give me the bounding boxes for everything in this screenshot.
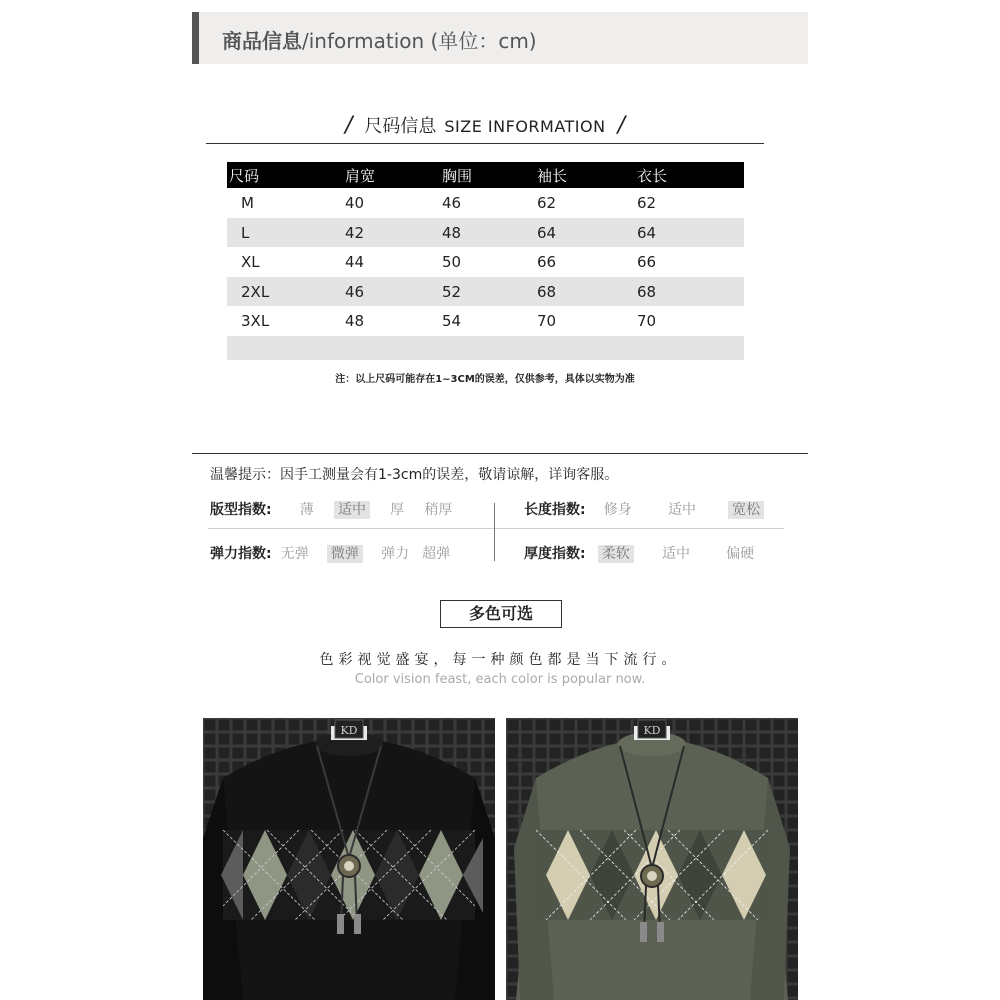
fit-option: 稍厚: [424, 502, 453, 518]
fit-index: [210, 499, 456, 519]
heading-divider: [206, 143, 764, 144]
table-row: [227, 306, 744, 336]
banner-accent-bar: [192, 12, 199, 64]
product-photo-olive: [506, 718, 798, 1000]
table-row-empty: [227, 336, 744, 360]
table-cell: 64: [537, 223, 557, 242]
column-header: 尺码: [229, 167, 260, 185]
thickness-index-label: 厚度指数:: [524, 546, 586, 562]
table-cell: 46: [345, 282, 365, 301]
product-photo-black: [203, 718, 495, 1000]
elastic-option: 超弹: [422, 546, 451, 562]
column-header: 衣长: [637, 167, 668, 185]
elastic-option: 无弹: [280, 546, 309, 562]
thickness-option: 适中: [661, 546, 690, 562]
length-option-selected: 宽松: [728, 501, 764, 519]
table-cell: 42: [345, 223, 365, 242]
table-cell: XL: [241, 253, 260, 271]
length-option: 修身: [603, 502, 632, 518]
size-note: 注：以上尺码可能存在1~3CM的误差，仅供参考，具体以实物为准: [335, 374, 635, 385]
table-cell: 40: [345, 194, 365, 212]
elastic-index-label: 弹力指数:: [210, 546, 272, 562]
length-option: 适中: [667, 502, 696, 518]
table-cell: 2XL: [241, 282, 270, 301]
table-cell: M: [241, 194, 254, 212]
fit-option: 薄: [299, 502, 314, 518]
table-row: [227, 247, 744, 277]
color-slogan-cn: 色彩视觉盛宴，每一种颜色都是当下流行。: [319, 652, 681, 668]
table-row: [227, 188, 744, 218]
table-cell: 3XL: [241, 312, 270, 330]
table-cell: 66: [637, 253, 657, 271]
table-cell: 68: [637, 282, 657, 301]
column-header: 胸围: [442, 167, 473, 185]
table-cell: L: [241, 223, 250, 242]
heading-slash-right: /: [617, 113, 626, 138]
length-index-label: 长度指数:: [524, 502, 586, 518]
fit-index-label: 版型指数:: [210, 502, 272, 518]
table-cell: 66: [537, 253, 557, 271]
thickness-option: 偏硬: [726, 546, 755, 562]
table-row: [227, 277, 744, 307]
table-cell: 70: [537, 312, 557, 330]
tip-divider: [192, 453, 808, 454]
banner-title: [222, 25, 537, 54]
thickness-index: [524, 543, 758, 563]
table-cell: 62: [537, 194, 557, 212]
hanger-brand: KD: [643, 724, 661, 737]
elastic-option-selected: 微弹: [327, 545, 363, 563]
elastic-option: 弹力: [381, 546, 410, 562]
color-slogan-en: Color vision feast, each color is popular now.: [354, 672, 646, 687]
tip-text: 温馨提示：因手工测量会有1-3cm的误差，敬请谅解，详询客服。: [210, 467, 619, 483]
table-header-row: [227, 162, 744, 188]
length-index: [524, 499, 764, 519]
table-cell: 62: [637, 194, 657, 212]
table-cell: 48: [345, 312, 365, 330]
multi-color-box: 多色可选: [440, 600, 562, 628]
fit-option: 厚: [390, 502, 405, 518]
column-header: 袖长: [537, 167, 568, 185]
table-cell: 46: [442, 194, 462, 212]
hanger-brand: KD: [340, 724, 358, 737]
column-header: 肩宽: [345, 167, 376, 185]
indices-vertical-divider: [494, 503, 495, 561]
table-cell: 50: [442, 253, 462, 271]
table-cell: 70: [637, 312, 657, 330]
table-cell: 54: [442, 312, 462, 330]
indices-divider: [208, 528, 784, 529]
header-banner: [192, 12, 808, 64]
table-cell: 52: [442, 282, 462, 301]
size-table: [227, 162, 744, 360]
banner-title-rest: /information (单位：cm): [302, 29, 537, 53]
table-cell: 44: [345, 253, 365, 271]
size-info-heading: [206, 112, 764, 138]
thickness-option-selected: 柔软: [598, 545, 634, 563]
fit-option-selected: 适中: [334, 501, 370, 519]
table-cell: 48: [442, 223, 462, 242]
table-row: [227, 218, 744, 248]
size-info-title-cn: 尺码信息: [364, 116, 437, 137]
banner-title-cn: 商品信息: [222, 29, 302, 53]
elastic-index: [210, 543, 454, 563]
table-cell: 68: [537, 282, 557, 301]
table-cell: 64: [637, 223, 657, 242]
heading-slash-left: /: [344, 113, 353, 138]
size-info-title-en: SIZE INFORMATION: [444, 117, 606, 136]
